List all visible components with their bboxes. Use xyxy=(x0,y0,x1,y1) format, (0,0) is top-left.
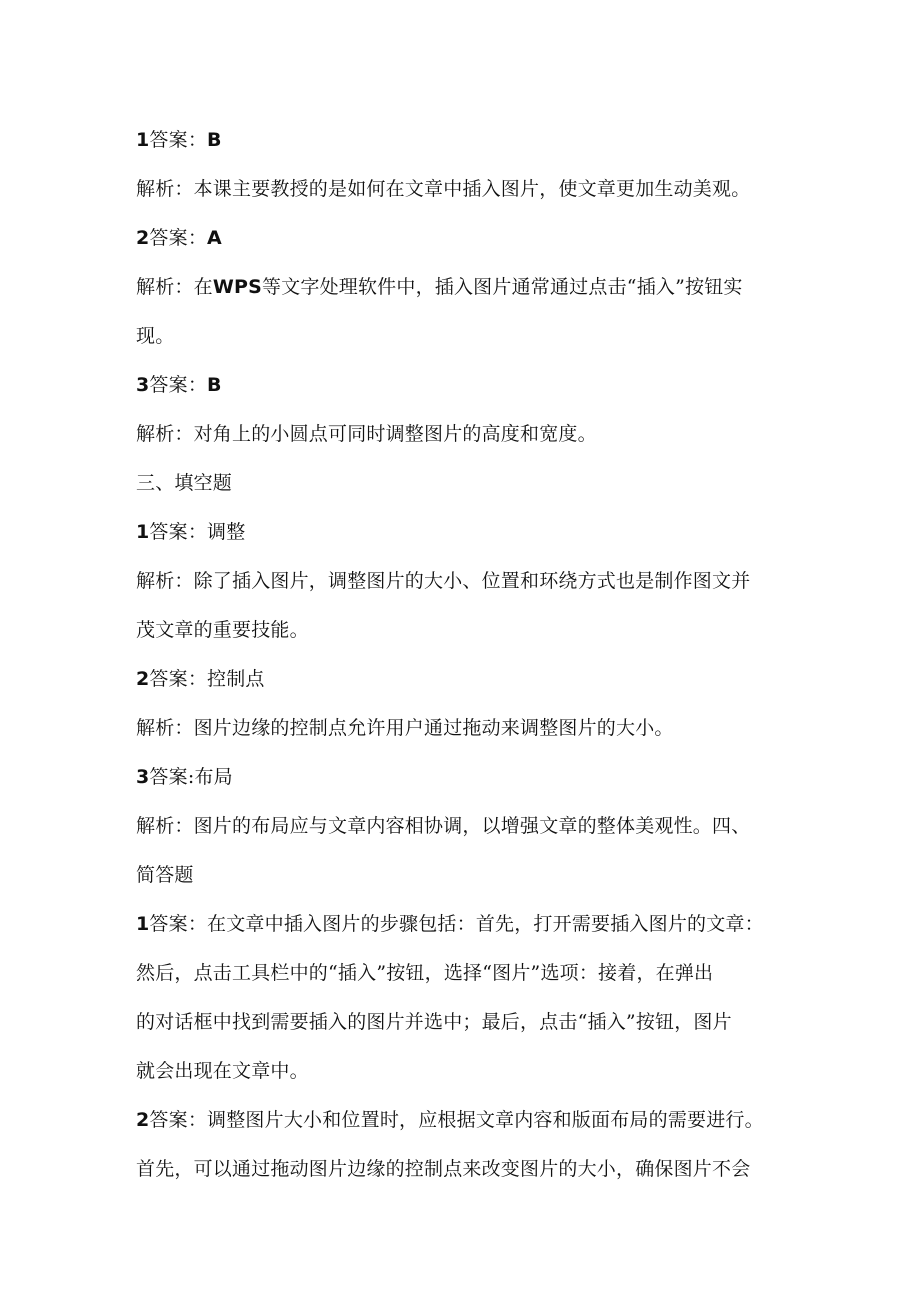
analysis-line: 解析：对角上的小圆点可同时调整图片的高度和宽度。 xyxy=(136,423,597,445)
analysis-line: 解析：图片边缘的控制点允许用户通过拖动来调整图片的大小。 xyxy=(136,717,674,739)
answer-line xyxy=(136,361,786,410)
analysis-line: 解析：除了插入图片，调整图片的大小、位置和环绕方式也是制作图文并 xyxy=(136,570,751,592)
analysis-text-wps: WPS xyxy=(212,276,262,298)
answer-line xyxy=(136,116,786,165)
answer-line xyxy=(136,1096,786,1145)
answer-value: 调整图片大小和位置时，应根据文章内容和版面布局的需要进行。 xyxy=(207,1109,764,1131)
analysis-line: 解析：图片的布局应与文章内容相协调，以增强文章的整体美观性。四、 xyxy=(136,815,751,837)
answer-value: 布局 xyxy=(194,766,233,788)
document-body xyxy=(136,116,786,1194)
analysis-text-post: 等文字处理软件中，插入图片通常通过点击“插入”按钮实 xyxy=(261,276,743,298)
question-number: 1 xyxy=(136,913,150,935)
answer-line xyxy=(136,655,786,704)
answer-line xyxy=(136,214,786,263)
analysis-line xyxy=(136,263,786,312)
answer-label: 答案： xyxy=(149,374,208,396)
question-number: 2 xyxy=(136,1109,150,1131)
answer-line-continued: 首先，可以通过拖动图片边缘的控制点来改变图片的大小，确保图片不会 xyxy=(136,1158,751,1180)
answer-line xyxy=(136,508,786,557)
answer-line xyxy=(136,900,786,949)
answer-label: 答案： xyxy=(149,227,208,249)
analysis-line-continued: 茂文章的重要技能。 xyxy=(136,619,309,641)
answer-label: 答案： xyxy=(149,1109,208,1131)
answer-value: 控制点 xyxy=(207,668,265,690)
question-number: 1 xyxy=(136,521,150,543)
answer-line-continued: 然后，点击工具栏中的“插入”按钮，选择“图片”选项：接着，在弹出 xyxy=(136,962,714,984)
answer-label: 答案： xyxy=(149,129,208,151)
question-number: 3 xyxy=(136,766,150,788)
analysis-line: 解析：本课主要教授的是如何在文章中插入图片，使文章更加生动美观。 xyxy=(136,178,751,200)
question-number: 2 xyxy=(136,668,150,690)
answer-value: B xyxy=(207,129,222,151)
question-number: 1 xyxy=(136,129,150,151)
answer-label: 答案： xyxy=(149,521,208,543)
question-number: 2 xyxy=(136,227,150,249)
analysis-text-pre: 解析：在 xyxy=(136,276,213,298)
answer-label: 答案： xyxy=(149,668,208,690)
answer-value: B xyxy=(207,374,222,396)
analysis-line-continued: 现。 xyxy=(136,325,175,347)
answer-line-continued: 就会出现在文章中。 xyxy=(136,1060,309,1082)
answer-label: 答案： xyxy=(149,913,208,935)
answer-line-continued: 的对话框中找到需要插入的图片并选中；最后，点击“插入”按钮，图片 xyxy=(136,1011,732,1033)
answer-label: 答案: xyxy=(149,766,195,788)
answer-value: A xyxy=(207,227,222,249)
answer-value: 调整 xyxy=(207,521,246,543)
question-number: 3 xyxy=(136,374,150,396)
answer-line xyxy=(136,753,786,802)
section-heading: 三、填空题 xyxy=(136,472,233,494)
section-heading: 简答题 xyxy=(136,864,194,886)
answer-value: 在文章中插入图片的步骤包括：首先，打开需要插入图片的文章： xyxy=(207,913,764,935)
